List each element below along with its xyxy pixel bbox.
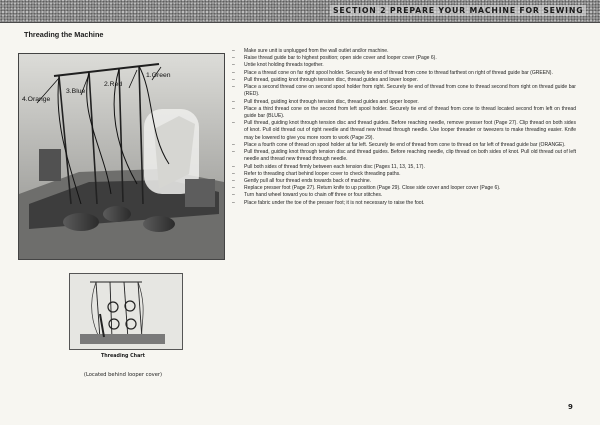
- section-title: SECTION 2 PREPARE YOUR MACHINE FOR SEWING: [330, 5, 586, 16]
- label-red: 2.Red: [104, 81, 123, 88]
- threading-photo: [18, 53, 225, 260]
- instruction-item: – Place a third thread cone on the second from left spool holder. Securely tie end of thread from cone to thread located second from left on thread guide bar (BLUE).: [232, 106, 576, 120]
- label-orange: 4.Orange: [22, 96, 51, 103]
- instruction-item: – Place a second thread cone on second spool holder from right. Securely tie end of thread from cone to thread second from right on thread guide bar (RED).: [232, 84, 576, 98]
- threading-instructions: [232, 48, 576, 207]
- chart-caption: Threading Chart: [101, 354, 145, 359]
- page-heading: Threading the Machine: [24, 30, 104, 39]
- instruction-item: – Make sure unit is unplugged from the wall outlet and/or machine.: [232, 48, 576, 55]
- threading-photo-illustration: [19, 54, 224, 259]
- instruction-item: – Gently pull all four thread ends towards back of machine.: [232, 178, 576, 185]
- instruction-item: – Replace presser foot (Page 27). Return knife to up position (Page 29). Close side cover and looper cover (Page 6).: [232, 185, 576, 192]
- instruction-item: – Raise thread guide bar to highest position; open side cover and looper cover (Page 6).: [232, 55, 576, 62]
- label-blue: 3.Blue: [66, 88, 86, 95]
- instruction-item: – Place fabric under the toe of the presser foot; it is not necessary to raise the foot.: [232, 200, 576, 207]
- header-band: [0, 0, 600, 23]
- instruction-item: – Pull both sides of thread firmly between each tension disc (Pages 11, 13, 15, 17).: [232, 164, 576, 171]
- instruction-item: – Place a fourth cone of thread on spool holder at far left. Securely tie end of thread from cone to thread on far left of thread guide bar (ORANGE).: [232, 142, 576, 149]
- threading-chart: [69, 273, 183, 350]
- instruction-item: – Place a thread cone on far right spool holder. Securely tie end of thread from cone to thread farthest on right of thread guide bar (GREEN).: [232, 70, 576, 77]
- instruction-item: – Pull thread, guiding knot through tension disc, thread guides and lower looper.: [232, 77, 576, 84]
- instruction-item: – Pull thread, guiding knot through tension disc and thread guides. Before reaching needle, clip thread on both sides of knot. Pull old thread out of left needle and thread new thread through needle.: [232, 149, 576, 163]
- instruction-item: – Pull thread, guiding knot through tension disc and thread guides. Before reaching needle, remove presser foot (Page 27). Clip thread on both sides of knot. Pull old thread out of right needle and thread new thread through needle. Use looper threader or tweezers to make threading easier. Knife may be lowered to give you more room to work (Page 29).: [232, 120, 576, 142]
- label-green: 1.Green: [146, 72, 171, 79]
- instruction-item: – Pull thread, guiding knot through tension disc, thread guides and upper looper.: [232, 99, 576, 106]
- instruction-item: – Refer to threading chart behind looper cover to check threading paths.: [232, 171, 576, 178]
- chart-location-note: (Located behind looper cover): [83, 372, 163, 378]
- instruction-item: – Untie knot holding threads together.: [232, 62, 576, 69]
- instruction-item: – Turn hand wheel toward you to chain off three or four stitches.: [232, 192, 576, 199]
- threading-chart-diagram: [70, 274, 182, 349]
- page-number: 9: [568, 403, 573, 411]
